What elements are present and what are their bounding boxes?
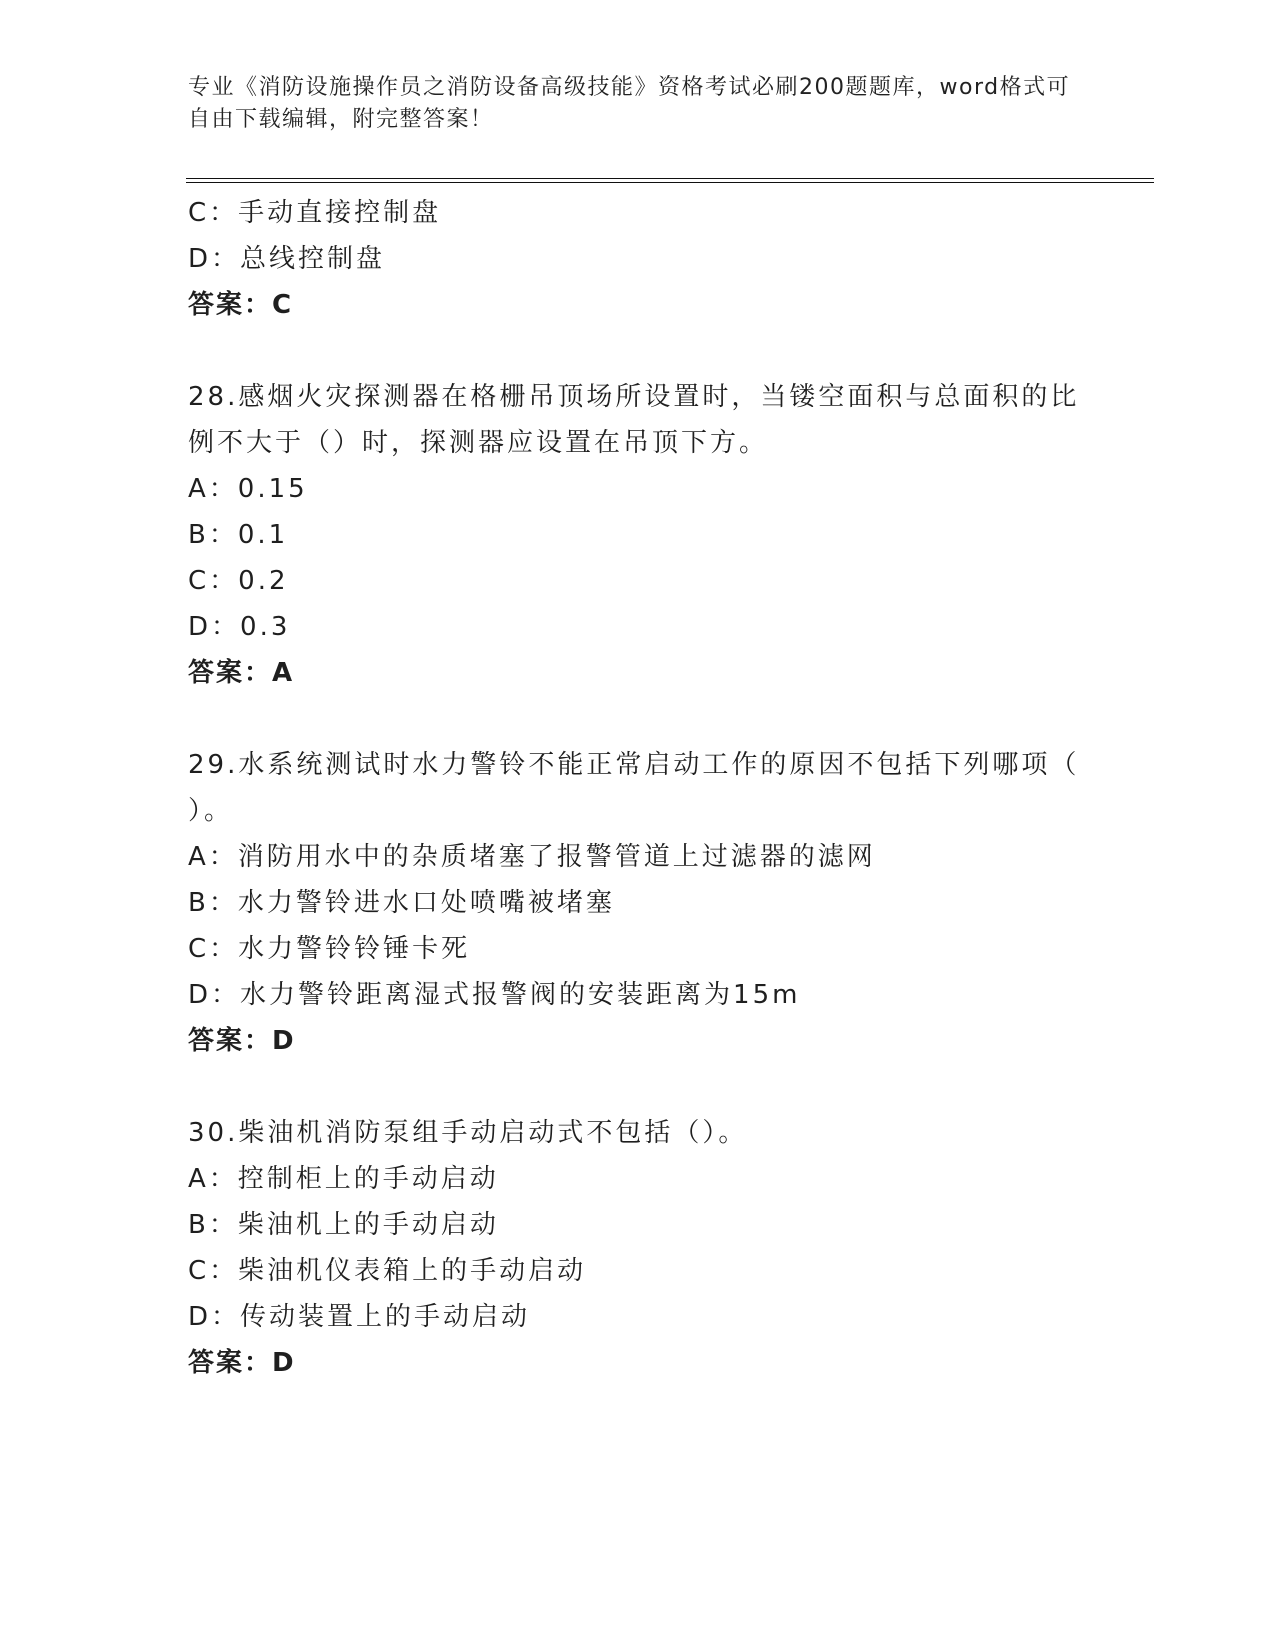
option-a: A：消防用水中的杂质堵塞了报警管道上过滤器的滤网 (188, 842, 876, 872)
spacer (188, 328, 1088, 374)
answer-line: 答案：D (188, 1348, 296, 1378)
answer-line: 答案：D (188, 1026, 296, 1056)
answer-line: 答案：C (188, 290, 294, 320)
option-d: D：0.3 (188, 612, 291, 642)
question-28-text-line-2: 例不大于（）时，探测器应设置在吊顶下方。 (188, 428, 769, 458)
spacer (188, 1064, 1088, 1110)
option-b: B：0.1 (188, 520, 289, 550)
question-30-text: 30.柴油机消防泵组手动启动式不包括（）。 (188, 1118, 748, 1148)
option-a: A：控制柜上的手动启动 (188, 1164, 499, 1194)
option-c: C：0.2 (188, 566, 289, 596)
option-c: C：手动直接控制盘 (188, 198, 442, 228)
option-b: B：柴油机上的手动启动 (188, 1210, 499, 1240)
option-c: C：水力警铃铃锤卡死 (188, 934, 471, 964)
option-d: D：传动装置上的手动启动 (188, 1302, 531, 1332)
header-divider (186, 178, 1154, 183)
question-29-text-line-1: 29.水系统测试时水力警铃不能正常启动工作的原因不包括下列哪项（ (188, 750, 1080, 780)
question-28-text-line-1: 28.感烟火灾探测器在格栅吊顶场所设置时，当镂空面积与总面积的比 (188, 382, 1080, 412)
document-body (188, 190, 1088, 1386)
answer-line: 答案：A (188, 658, 295, 688)
option-a: A：0.15 (188, 474, 308, 504)
question-29-text-line-2: ）。 (188, 796, 234, 826)
option-d: D：总线控制盘 (188, 244, 386, 274)
option-c: C：柴油机仪表箱上的手动启动 (188, 1256, 587, 1286)
page-header: 专业《消防设施操作员之消防设备高级技能》资格考试必刷200题题库，word格式可自由下载编辑，附完整答案！ (188, 75, 1071, 132)
option-d: D：水力警铃距离湿式报警阀的安装距离为15m (188, 980, 801, 1010)
option-b: B：水力警铃进水口处喷嘴被堵塞 (188, 888, 615, 918)
spacer (188, 696, 1088, 742)
